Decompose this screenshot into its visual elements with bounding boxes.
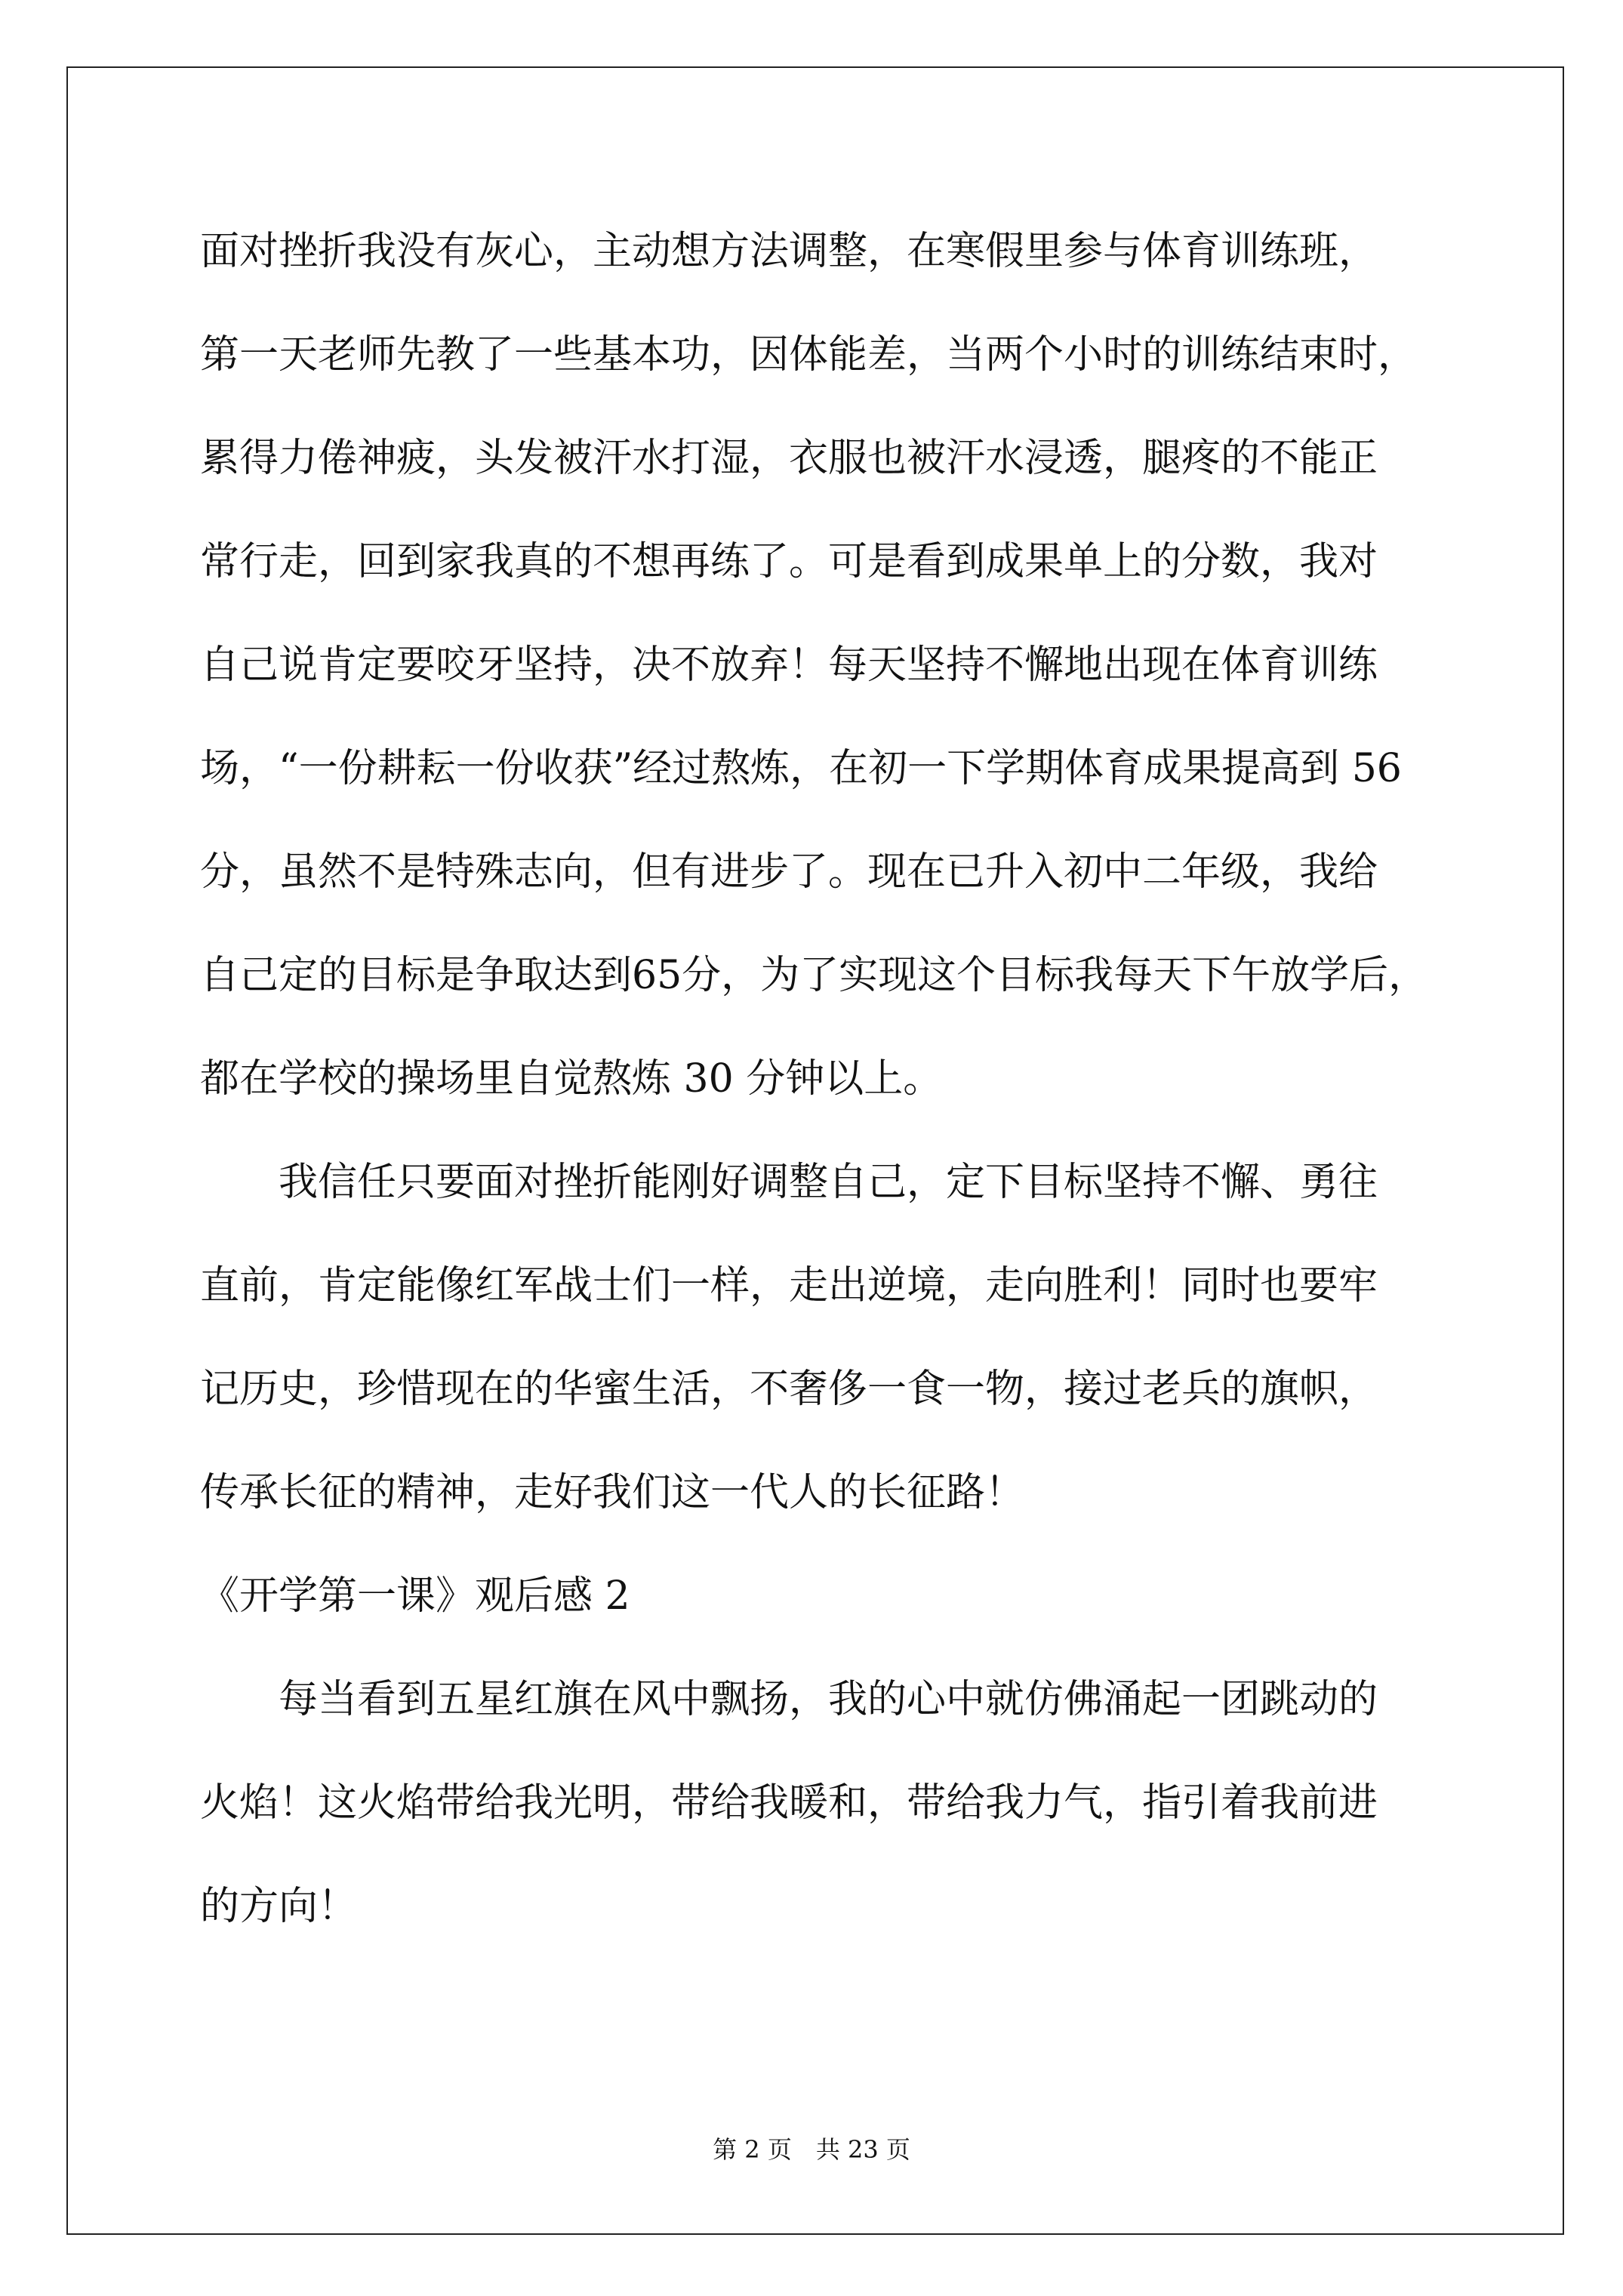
text-line: 累得力倦神疲，头发被汗水打湿，衣服也被汗水浸透，腿疼的不能正: [200, 436, 1378, 481]
text-line: 记历史，珍惜现在的华蜜生活，不奢侈一食一物，接过老兵的旗帜，: [200, 1367, 1378, 1412]
text-line: 第一天老师先教了一些基本功，因体能差，当两个小时的训练结束时，: [200, 332, 1418, 378]
text-line: 场，“一份耕耘一份收获”经过熬炼，在初一下学期体育成果提高到 56: [200, 746, 1402, 791]
text-line: 分，虽然不是特殊志向，但有进步了。现在已升入初中二年级，我给: [200, 849, 1378, 895]
section-heading: 《开学第一课》观后感 2: [200, 1573, 630, 1619]
text-line: 面对挫折我没有灰心，主动想方法调整，在寒假里参与体育训练班，: [200, 229, 1378, 274]
text-line: 传承长征的精神，走好我们这一代人的长征路！: [200, 1470, 1025, 1515]
text-line: 的方向！: [200, 1884, 358, 1929]
text-line: 都在学校的操场里自觉熬炼 30 分钟以上。: [200, 1056, 943, 1102]
page-footer: 第 2 页 共 23 页: [713, 2135, 910, 2164]
text-line: 火焰！这火焰带给我光明，带给我暖和，带给我力气，指引着我前进: [200, 1780, 1378, 1826]
text-line: 直前，肯定能像红军战士们一样，走出逆境，走向胜利！同时也要牢: [200, 1263, 1378, 1308]
text-line: 自己说肯定要咬牙坚持，决不放弃！每天坚持不懈地出现在体育训练: [200, 643, 1378, 688]
document-body: [200, 200, 1438, 1959]
paragraph-start-line: 每当看到五星红旗在风中飘扬，我的心中就仿佛涌起一团跳动的: [279, 1677, 1378, 1722]
paragraph-start-line: 我信任只要面对挫折能刚好调整自己，定下目标坚持不懈、勇往: [279, 1160, 1378, 1205]
text-line: 常行走，回到家我真的不想再练了。可是看到成果单上的分数，我对: [200, 539, 1378, 584]
text-line: 自己定的目标是争取达到65分，为了实现这个目标我每天下午放学后，: [200, 953, 1428, 998]
